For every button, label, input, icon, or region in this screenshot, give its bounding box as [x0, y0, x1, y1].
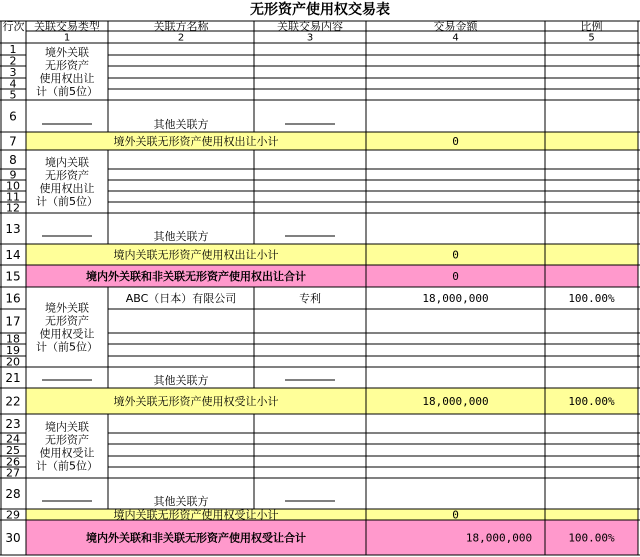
row-number: 30 [5, 531, 21, 545]
ratio-value: 100.00% [568, 395, 615, 408]
summary-label: 境外关联无形资产使用权出让小计 [113, 135, 279, 148]
row-number: 14 [5, 248, 21, 262]
row-number: 18 [6, 332, 20, 346]
row-number: 22 [5, 394, 21, 409]
column-header: 关联交易内容 [277, 20, 343, 33]
column-number: 1 [63, 32, 71, 44]
row-number: 10 [6, 179, 20, 193]
row-number: 27 [6, 466, 20, 480]
row-number: 19 [6, 344, 20, 357]
row-number: 13 [5, 222, 21, 236]
summary-label: 境外关联无形资产使用权受让小计 [113, 395, 279, 408]
column-number: 5 [588, 32, 595, 44]
group-label: 使用权受让 [39, 446, 95, 460]
amount-value: 18,000,000 [422, 292, 489, 305]
column-header: 关联交易类型 [34, 20, 100, 33]
row-number: 25 [6, 444, 20, 457]
group-label: 使用权出让 [39, 72, 95, 85]
other-party-label: 其他关联方 [153, 230, 209, 243]
group-label: 使用权出让 [39, 182, 95, 195]
column-number: 2 [177, 32, 185, 44]
group-label: 计（前5位） [36, 85, 98, 98]
row-number: 8 [9, 153, 17, 167]
amount-value: 18,000,000 [465, 531, 533, 545]
row-number: 21 [5, 371, 21, 385]
other-party-label: 其他关联方 [153, 374, 209, 387]
row-number: 7 [9, 134, 17, 149]
transaction-content: 专利 [299, 292, 321, 305]
group-label: 使用权受让 [39, 327, 95, 341]
column-number: 3 [306, 32, 314, 44]
column-header: 关联方名称 [153, 20, 209, 33]
row-number: 28 [5, 487, 21, 501]
row-number: 20 [6, 355, 20, 369]
group-label: 计（前5位） [36, 340, 98, 354]
summary-label: 境内外关联和非关联无形资产使用权出让合计 [86, 270, 306, 283]
row-number: 26 [6, 455, 20, 469]
group-label: 无形资产 [45, 314, 89, 328]
ratio-value: 100.00% [568, 292, 615, 305]
row-number: 1 [9, 43, 17, 56]
summary-label: 境内外关联和非关联无形资产使用权受让合计 [86, 531, 306, 545]
page-title: 无形资产使用权交易表 [250, 2, 390, 18]
amount-value: 18,000,000 [422, 395, 489, 408]
group-label: 计（前5位） [36, 459, 98, 473]
row-number: 16 [5, 291, 21, 306]
row-number: 5 [9, 88, 17, 102]
group-label: 无形资产 [45, 433, 89, 447]
row-number: 9 [9, 168, 17, 182]
ratio-value: 100.00% [568, 531, 615, 545]
summary-label: 境内关联无形资产使用权出让小计 [113, 248, 279, 262]
amount-value: 0 [452, 248, 459, 262]
row-number: 12 [6, 201, 20, 215]
column-header: 比例 [580, 20, 603, 33]
row-number: 2 [9, 54, 17, 68]
row-number: 6 [9, 109, 17, 124]
row-number: 29 [6, 508, 20, 522]
column-header: 交易金额 [433, 20, 478, 33]
group-label: 境外关联 [45, 301, 89, 315]
party-name: ABC（日本）有限公司 [125, 292, 237, 305]
summary-label: 境内关联无形资产使用权受让小计 [113, 508, 279, 522]
row-number: 4 [9, 77, 17, 91]
row-number: 24 [6, 432, 20, 446]
row-number: 17 [5, 314, 21, 329]
row-number: 23 [5, 417, 21, 431]
row-number: 11 [6, 190, 20, 204]
group-label: 无形资产 [45, 169, 89, 182]
amount-value: 0 [452, 270, 459, 283]
group-label: 计（前5位） [36, 195, 98, 208]
row-number: 3 [9, 66, 17, 79]
amount-value: 0 [452, 135, 459, 148]
other-party-label: 其他关联方 [153, 118, 209, 131]
group-label: 境内关联 [45, 420, 89, 434]
amount-value: 0 [452, 508, 459, 522]
other-party-label: 其他关联方 [153, 495, 209, 508]
row-number: 15 [5, 269, 21, 284]
group-label: 境外关联 [45, 46, 89, 59]
group-label: 无形资产 [45, 59, 89, 72]
column-header: 行次 [2, 20, 25, 33]
group-label: 境内关联 [45, 156, 89, 169]
column-number: 4 [452, 32, 459, 44]
